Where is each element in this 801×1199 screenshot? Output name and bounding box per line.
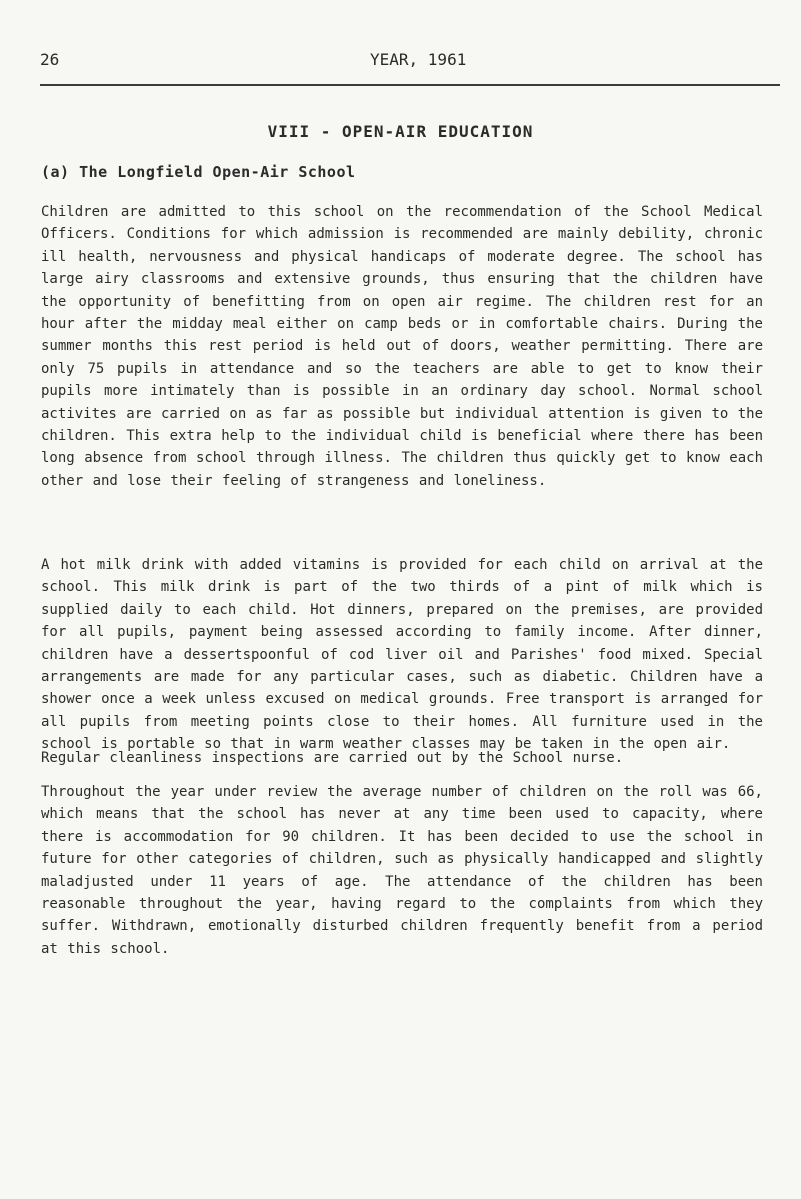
- header-rule: [40, 84, 780, 86]
- paragraph-cleanliness: Regular cleanliness inspections are carried out by the School nurse.: [41, 750, 624, 766]
- subsection-heading: (a) The Longfield Open-Air School: [41, 163, 356, 181]
- paragraph-milk-and-meals: A hot milk drink with added vitamins is provided for each child on arrival at the school. This milk drink is part of the two thirds of a pint of milk which is supplied daily to each child. Hot dinners, prepared on the premises, are provided for all pupils, payment being assessed according to family income. After dinner, children have a dessertspoonful of cod liver oil and Parishes' food mixed. Special arrangements are made for any particular cases, such as diabetic. Children have a shower once a week unless excused on medical grounds. Free transport is arranged for all pupils from meeting points close to their homes. All furniture used in the school is portable so that in warm weather classes may be taken in the open air.: [41, 557, 763, 753]
- page-header: [40, 50, 780, 78]
- page-number: 26: [40, 50, 60, 69]
- paragraph-admission: Children are admitted to this school on the recommendation of the School Medical Officers. Conditions for which admission is recommended are mainly debility, chronic ill health, nervousness and physical handicaps of moderate degree. The school has large airy classrooms and extensive grounds, thus ensuring that the children have the opportunity of benefitting from on open air regime. The children rest for an hour after the midday meal either on camp beds or in comfortable chairs. During the summer months this rest period is held out of doors, weather permitting. There are only 75 pupils in attendance and so the teachers are able to get to know their pupils more intimately than is possible in an ordinary day school. Normal school activites are carried on as far as possible but individual attention is given to the children. This extra help to the individual child is beneficial where there has been long absence from school through illness. The children thus quickly get to know each other and lose their feeling of strangeness and loneliness.: [41, 204, 764, 489]
- section-heading: VIII - OPEN-AIR EDUCATION: [267, 122, 534, 141]
- running-title: YEAR, 1961: [370, 50, 467, 69]
- paragraph-attendance: Throughout the year under review the average number of children on the roll was 66, which means that the school has never at any time been used to capacity, where there is accommodation for 90 children. It has been decided to use the school in future for other categories of children, such as physically handicapped and slightly maladjusted under 11 years of age. The attendance of the children has been reasonable throughout the year, having regard to the complaints from which they suffer. Withdrawn, emotionally disturbed children frequently benefit from a period at this school.: [41, 784, 763, 957]
